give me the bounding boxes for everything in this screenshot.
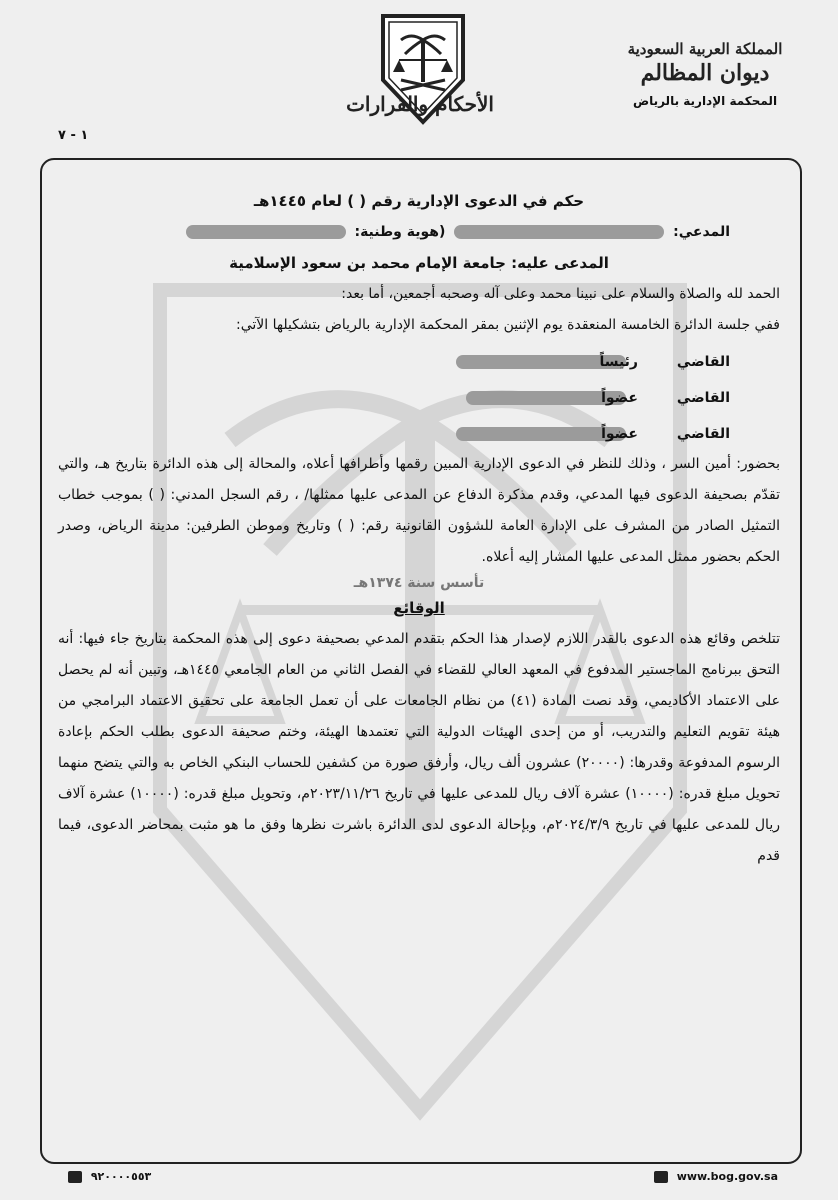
footer-phone — [68, 1170, 151, 1183]
emblem-motto: الأحكام والقرارات — [346, 92, 494, 116]
website-url: www.bog.gov.sa — [676, 1170, 778, 1183]
facts-paragraph: تتلخص وقائع هذه الدعوى بالقدر اللازم لإصدار هذا الحكم بتقدم المدعي بصحيفة دعوى إلى هذه المحكمة بتاريخ جاء فيها: أنه التحق ببرنامج الماجستير المدفوع في المعهد العالي للقضاء في الفصل الثاني من العام الجامعي ١٤٤٥هـ، وتبين أنه لم يحصل على الاعتماد الأكاديمي، وقد نصت المادة (٤١) من نظام الجامعات على أن تعمل الجامعة على تحقيق الاعتماد البرامجي من هيئة تقويم التعليم والتدريب، أو من إحدى الهيئات الدولية التي تعتمدها الهيئة، وختم صحيفة الدعوى بطلب الحكم بإعادة الرسوم المدفوعة وقدرها: (٢٠٠٠٠) عشرون ألف ريال، وأرفق صورة من كشفين للحساب البنكي الخاص به والتي يتضح منهما تحويل مبلغ قدره: (١٠٠٠٠) عشرة آلاف ريال للمدعى عليها في تاريخ ٢٠٢٣/١١/٢٦م، وتحويل مبلغ قدره: (١٠٠٠٠) عشرة آلاف ريال للمدعى عليها في تاريخ ٢٠٢٤/٣/٩م، وبإحالة الدعوى لدى الدائرة باشرت نظرها وفق ما هو مثبت بمحاضر الدعوى، فيما قدم — [58, 631, 781, 864]
header-institution — [600, 40, 810, 108]
redaction-bar — [454, 225, 664, 239]
judge-role: عضواً — [601, 426, 638, 442]
judge-role: عضواً — [601, 390, 638, 406]
judge-label: القاضي — [676, 390, 730, 406]
watermark-text: تأسس سنة ١٣٧٤هـ — [353, 575, 485, 591]
phone-number: ٩٢٠٠٠٠٥٥٣ — [90, 1170, 152, 1183]
judge-role: رئيساً — [599, 354, 638, 370]
judge-label: القاضي — [676, 354, 730, 370]
opening-paragraph: الحمد لله والصلاة والسلام على نبينا محمد وعلى آله وصحبه أجمعين، أما بعد: — [341, 286, 780, 302]
judge-row — [58, 377, 780, 413]
phone-icon — [68, 1171, 82, 1183]
session-paragraph: ففي جلسة الدائرة الخامسة المنعقدة يوم الإثنين بمقر المحكمة الإدارية بالرياض بتشكيلها الآتي: — [236, 317, 780, 333]
kingdom-name: المملكة العربية السعودية — [627, 40, 783, 58]
plaintiff-label: المدعي: — [673, 224, 730, 240]
court-name: المحكمة الإدارية بالرياض — [632, 94, 778, 108]
plaintiff-line — [58, 217, 780, 248]
attendance-paragraph: بحضور: أمين السر ، وذلك للنظر في الدعوى الإدارية المبين رقمها وأطرافها أعلاه، والمحالة إلى هذه الدائرة بتاريخ هـ، والتي تقدّم بصحيفة الدعوى فيها المدعي، وقدم مذكرة الدفاع عن المدعى عليها ممثلها/ ، رقم السجل المدني: ( ) بموجب خطاب التمثيل الصادر من المشرف على الإدارة العامة للشؤون القانونية رقم: ( ) وتاريخ وموطن الطرفين: مدينة الرياض، وصدر الحكم بحضور ممثل المدعى عليها المشار إليه أعلاه. — [58, 456, 780, 565]
globe-icon — [654, 1171, 668, 1183]
judge-label: القاضي — [676, 426, 730, 442]
document-body — [58, 186, 780, 872]
judge-row — [58, 341, 780, 377]
case-title: حكم في الدعوى الإدارية رقم ( ) لعام ١٤٤٥هـ — [253, 192, 585, 210]
footer-website — [654, 1170, 778, 1183]
facts-heading: الوقائع — [393, 599, 445, 617]
defendant-line: المدعى عليه: جامعة الإمام محمد بن سعود الإسلامية — [229, 254, 609, 272]
page-number: ١ - ٧ — [58, 128, 89, 143]
judge-row — [58, 413, 780, 449]
plaintiff-id-label: (هوية وطنية: — [354, 224, 446, 240]
redaction-bar — [186, 225, 346, 239]
board-name: ديوان المظالم — [640, 60, 770, 86]
